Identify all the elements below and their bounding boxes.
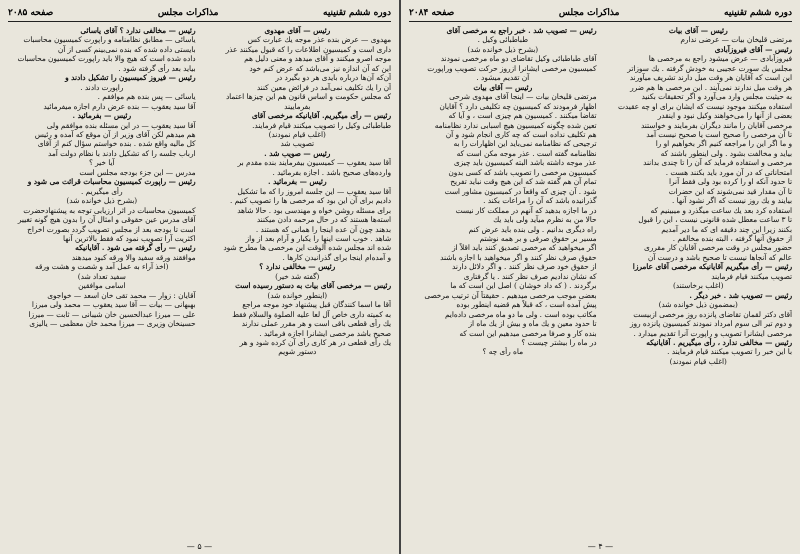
- header-page-number: صفحه ۲۰۸۵: [8, 8, 54, 18]
- text-line: در ما اجازه بدهید که آنهم در مملکت کار نیست: [455, 205, 597, 215]
- text-line: مرخصی ایشانرا تصویب و راپورت آنرا تقدیم میدارد .: [633, 328, 792, 338]
- text-line: اگر میخواهید که مرخصی تصدیق کنند باید اقلاً از: [452, 243, 597, 253]
- text-line: مرتضی قلیخان بیات — عرضی ندارم: [680, 35, 792, 45]
- text-line: به حیثیت مجلس وارد می‌آورد و اگر تحقیقات بکنید: [641, 92, 792, 102]
- text-line: از حقوق آنها گرفته ، البته بنده مخالفم .: [672, 233, 792, 243]
- text-line: بیایند و یك روز نیست که اگر نشود آنها .: [671, 196, 792, 206]
- text-line: فیروزآبادی — عرض میشود راجع به مرخصی ها: [648, 54, 792, 64]
- text-line: (اخذ آراء به عمل آمد و شصت و هشت ورقه: [34, 262, 169, 272]
- text-line: با این خبر را تصویب میکنند قیام فرمایند .: [667, 347, 792, 357]
- text-line: برای مسئله روشن خواه و مهندسی بود . حالا شاهد: [237, 205, 391, 215]
- text-line: تا ۳ ساعت معطل شده قانونی نیست ، این را قبول: [638, 215, 792, 225]
- text-line: تقاضا میکنند . کمیسیون هم چیزی است ، و آیا که: [448, 111, 597, 121]
- text-line: بعضی از آنها را می‌خواهند وکیل نبود و اینقدر: [657, 111, 792, 121]
- text-line: مرتضی قلیخان بیات — اینجا آقای مهدوی شرحی: [449, 92, 597, 102]
- text-line: راپورت دادند .: [80, 82, 124, 92]
- text-line: کمیسیون مرخصی را تصویب باشد که کسی بدون: [448, 167, 597, 177]
- text-line: رئیس — آقای بیات: [473, 82, 533, 92]
- text-line: عذر موجه داشته باشد البته کمیسیون باید چیزی: [453, 158, 597, 168]
- text-line: (اغلب قیام نمودند): [669, 356, 727, 366]
- text-line: شاهد . خوب است اینها را یکبار و آرام بعد از واز: [245, 233, 391, 243]
- text-columns: [409, 26, 792, 544]
- text-line: حضور مجلس در وقت مرخصی آقایان کار مقرری: [644, 243, 792, 253]
- text-line: یك رأی قطعی باقی است و هر مقرر عملی ندارند: [241, 319, 391, 329]
- text-line: سفید تعداد شد): [77, 271, 126, 281]
- text-line: مسیر بر حقوق صرفی و بر همه نوشتم: [479, 233, 597, 243]
- text-line: آقایان : زوار — محمد تقی خان اسعد — خواجوی: [47, 290, 196, 300]
- header-session: دوره ششم تقنینیه: [323, 8, 391, 18]
- text-line: استه‌ها هستند که در حال مرحمه دادن میکنند: [256, 215, 391, 225]
- text-line: هر وقت میل ندارند نمی‌آیند . این مرخصی ها هم ضرر: [630, 82, 792, 92]
- text-line: آقا سید یعقوب — بنده عرض دارم اجازه میفرمائید: [43, 101, 196, 111]
- text-line: تا حدود آنکه او را کرده بود ولی فقط آنرا: [668, 177, 792, 187]
- text-line: یاسائی — مطابق نظامنامه و راپورت کمیسیون محاسبات: [23, 35, 196, 45]
- text-line: راه دیگری بدانیم . ولی بنده باید عرض کنم: [468, 224, 597, 234]
- text-line: رئیس — بفرمائید .: [72, 111, 131, 121]
- text-line: رئیس — مخالفی ندارد ؟ آقای یاسائی: [80, 26, 196, 35]
- text-line: اسامی موافقین: [78, 281, 126, 291]
- text-line: دستور شویم: [278, 347, 317, 357]
- text-line: (بشرح ذیل خوانده شد): [467, 44, 539, 54]
- text-line: آن را یك تکلیف نمی‌آمد در فرائض معین کنند: [256, 82, 391, 92]
- text-line: استفاده کرد بعد یك ساعت میگذرد و میبینیم که: [650, 205, 792, 215]
- text-line: وارده‌های صحیح باشد . اجازه بفرمائید .: [272, 167, 391, 177]
- text-line: که مجلس حکومت و اساس قانون هم این چیزها اعتماد: [225, 92, 391, 102]
- text-line: یاسائی — پس بنده هم موافقم .: [97, 92, 196, 102]
- text-line: مکاتب بوده است . ولی ما دو ماه مرخصی داده‌ایم: [444, 309, 597, 319]
- text-line: داری است و کمیسیون اطلاعات را که قبول میکنند عذر: [225, 44, 391, 54]
- text-line: (اغلب برخاستند): [672, 281, 724, 291]
- text-columns: [8, 26, 391, 544]
- text-line: بعضی موجب مرخصی میدهیم . حقیقتاً آن ترتیب مرخصی: [424, 290, 597, 300]
- text-line: بیاید بعد رأی گرفته شود .: [118, 63, 196, 73]
- text-line: بفرماییند: [284, 101, 311, 111]
- text-line: به کمیته داری خاص آل لعا علیه الصلوة والسلام فقط: [232, 309, 391, 319]
- text-line: آقای مدرس عین حقوقی و امثال آن را بدون هیچ گونه تغییر: [17, 215, 196, 225]
- text-line: که نشان ندادیم صرف نظر کنند . یا گرفتاری: [463, 271, 597, 281]
- text-line: آقای دکتر لقمان تقاضای پانزده روز مرخصی ازبیست: [633, 309, 792, 319]
- text-line: مجلس یك سورت عجیبی به خودش گرفته . یك سوزاتر: [627, 63, 792, 73]
- text-line: تا آن مقدار قید نمی‌شوند که این حضرات: [668, 186, 792, 196]
- text-line: بایستی داده شده که بنده نمی‌بینم کسی از آن: [57, 44, 196, 54]
- text-line: حسینخان وزیری — میرزا محمد خان معظمی — یالیزی: [29, 319, 196, 329]
- text-line: آقا سید یعقوب — در این مسئله بنده موافقم ولی: [46, 120, 196, 130]
- text-line: آیا خیر ؟: [88, 158, 115, 168]
- text-line: است تا بودجه بعد از مجلس تصویب گردد بصورت اخراج: [27, 224, 196, 234]
- text-line: هم تکلیف نداده است که چه کاری انجام شود و آن: [445, 129, 597, 139]
- text-line: بدهند چون آن عده اینجا را همانی که هستند .: [255, 224, 391, 234]
- text-line: مدرس — این جزء بودجه مجلس است: [79, 167, 196, 177]
- text-line: ترجیحی که نظامنامه نمی‌باید این اظهارات را به: [453, 139, 597, 149]
- text-line: تا حدود معین و یك ماه و بیش از یك ماه از: [468, 319, 597, 329]
- text-line: تمام آن هم گفته شد که این هیچ وقت نباید تفریح: [450, 177, 597, 187]
- column-left: [8, 26, 196, 544]
- column-right: [204, 26, 392, 544]
- text-line: رئیس — آقای مهدوی: [264, 26, 331, 35]
- text-line: ارباب جلسه را که تشکیل دادند با نظام دولت آمد: [48, 148, 196, 158]
- text-line: شده اند مجلس شده آلوقت این مرخصی ها مطرح شود: [223, 243, 391, 253]
- text-line: بیاید و مخالفت بشود . ولی اینطور باشند که: [660, 148, 792, 158]
- text-line: از حقوق خود صرف نظر کنند . و اگر دلائل دارند: [452, 262, 597, 272]
- header-title: مذاکرات مجلس: [558, 8, 620, 18]
- text-line: موافقند ورقه سفید والا ورقه کبود میدهند: [71, 252, 196, 262]
- text-line: رئیس — راپورت کمیسیون محاسبات قرائت می شود و: [27, 177, 196, 187]
- text-line: رئیس — آقای فیروزآبادی: [714, 44, 792, 54]
- text-line: موجه اصرو میکنند و آقای میدهد و معنی دلیل هم: [244, 54, 391, 64]
- page-header: [8, 6, 391, 22]
- text-line: کمیسیون مرخصی ایشانرا ازروز حرکت تصویب وراپورت: [427, 63, 597, 73]
- column-left: [409, 26, 597, 544]
- text-line: رئیس — صویب شد .: [264, 148, 331, 158]
- text-line: رئیس — مخالفی ندارد ، رأی میگیریم . آقایانیکه: [646, 337, 792, 347]
- text-line: مرخصی و استفاده فرماید که آن را تا چندی بدانند: [643, 158, 792, 168]
- text-line: آن‌که آن‌ها درباره بایدی هر دو بگیرد در: [275, 73, 391, 83]
- text-line: (بمضمون ذیل خوانده شد): [658, 300, 738, 310]
- text-line: تا آن مرخصی را صحیح است یا صحیح نیست آمد: [646, 129, 792, 139]
- text-line: رئیس — آقای بیات: [668, 26, 728, 35]
- text-line: مرخصی آقایان را مانند دیگران بفرمایند و خواستند: [640, 120, 792, 130]
- text-line: برگردند . ( که داد خوشان ) اصل این است که ما: [450, 281, 597, 291]
- text-line: این است که آقایان هر وقت میل دارند تشریف میآورند: [629, 73, 792, 83]
- text-line: رئیس — مرخصی آقای بیات به دستور رسیده است: [235, 281, 391, 291]
- text-line: کل مالیه واقع شده . بنده خواستم سؤال کنم از آقای: [37, 139, 196, 149]
- text-line: رأی میگیریم .: [81, 186, 123, 196]
- text-line: طباطبائی وکیل .: [477, 35, 528, 45]
- text-line: رئیس — بفرمائید .: [268, 177, 327, 187]
- text-line: آقا ما اسما کنندگان قبل پیشنهاد خود موجه مراجع: [242, 300, 391, 310]
- header-page-number: صفحه ۲۰۸۴: [409, 8, 455, 18]
- text-line: داده شده است که هیچ والا باید راپورت کمیسیون محاسبات: [17, 54, 196, 64]
- text-line: رئیس — تصویب شد . خبر راجع به مرخصی آقای: [446, 26, 597, 35]
- text-line: اکثریت آرا تصویب نمود که فقط بالاترین آنها: [62, 233, 196, 243]
- text-line: آقا سید یعقوب — کمیسیون بیفرمایند بنده مقدم بر: [237, 158, 391, 168]
- header-title: مذاکرات مجلس: [157, 8, 219, 18]
- text-line: ماه رأی چه ؟: [482, 347, 523, 357]
- page-folio: — ۴ —: [587, 542, 614, 551]
- text-line: حالا من به نظرم میآید ولی باید یك: [493, 215, 597, 225]
- text-line: (اغلب قیام نمودند): [268, 129, 326, 139]
- text-line: بهبهانی — بیات — آقا سید یعقوب — محمد ولی میرزا: [31, 300, 196, 310]
- text-line: رئیس — رأی میگیریم آقایانیکه مرخصی آقای عامرزا: [632, 262, 792, 272]
- text-line: تعین شده چگونه کمیسیون هیچ اسبابی ندارد نظامنامه: [434, 120, 597, 130]
- text-line: (بشرح ذیل خوانده شد): [66, 196, 138, 206]
- text-line: عالم که آنجاها نیست تا صحیح باشد و درست آن: [647, 252, 792, 262]
- text-line: و ما اگر این را مراجعه کنیم اگر بخواهیم او را: [655, 139, 792, 149]
- text-line: دادیم برای آن این بود که مرخصی ها را تصویب کنیم .: [229, 196, 391, 206]
- text-line: آن تقدیم میشود .: [476, 73, 530, 83]
- text-line: رئیس — رأی گرفته می شود . آقایانیکه: [75, 243, 196, 253]
- text-line: رئیس — تصویب شد . خبر دیگر .: [689, 290, 792, 300]
- text-line: شود . آن چیزی که واقعاً در کمیسیون مشاور است: [444, 186, 597, 196]
- text-line: حقوق صرف نظر کنند و اگر میخواهید با اجازه باشند: [440, 252, 597, 262]
- text-line: بکنند زیرا این چند دقیقه ای که ما دیر آمدیم: [661, 224, 792, 234]
- text-line: و دوم تیر الی سوم امرداد نمودند کمیسیون پانزده روز: [630, 319, 792, 329]
- text-line: کمیسیون محاسبات در اثر ارزیابی توجه به پیشنهادحضرت: [23, 205, 196, 215]
- text-line: تصویب شد: [280, 139, 315, 149]
- column-right: [605, 26, 793, 544]
- page-folio: — ۵ —: [186, 542, 213, 551]
- page-header: [409, 6, 792, 22]
- header-session: دوره ششم تقنینیه: [724, 8, 792, 18]
- text-line: و آمده‌ام اینجا برای گذرانیدن کارها .: [282, 252, 391, 262]
- text-line: این که آن اندازه نیز می‌باشد که عرض کنم خود: [249, 63, 391, 73]
- text-line: هم میدهم لکن آقای وزیر از آن موقع که آمده و رئیس: [34, 129, 196, 139]
- text-line: (گفته شد خیر): [275, 271, 320, 281]
- text-line: (اینطور خوانده شد): [267, 290, 328, 300]
- text-line: استفاده میکنند موجود نیست که ایشان برای او چه عقیدت: [618, 101, 792, 111]
- text-line: رئیس — مخالفی ندارد ؟: [259, 262, 336, 272]
- text-line: گذرانیده باشد که آن را مراعات بکند .: [483, 196, 597, 206]
- text-line: صحیح باشد مرخصی ایشانرا اجازه فرمائید .: [259, 328, 391, 338]
- text-line: علی — میرزا عبدالحسین خان شیبانی — ثابت — میرزا: [28, 309, 196, 319]
- text-line: بنده کار و صرفا مرخصی میدهیم این است که: [459, 328, 597, 338]
- text-line: یك رأی قطعی در هر کاری رأی آن کرده شود و هر: [239, 337, 391, 347]
- text-line: رئیس — رأی میگیریم. آقایانیکه مرخصی آقای: [251, 111, 391, 121]
- text-line: اظهار فرمودند که کمیسیون چه تکلیفی دارد ؟ آقایان: [439, 101, 597, 111]
- text-line: در ماه را بیشتر چیست ؟: [521, 337, 597, 347]
- text-line: رئیس — فیروز کمیسیون را تشکیل دادند و: [65, 73, 196, 83]
- text-line: نظامنامه گفته است . عذر موجه مکن است که: [456, 148, 597, 158]
- text-line: آقا سید یعقوب — این جلسه امروز را که ما تشکیل: [237, 186, 391, 196]
- text-line: طباطبائی وکیل را تصویب میکنند قیام فرمایند.: [252, 120, 391, 130]
- text-line: پیش آمده است ، که قبلاً هم قضیه اینطور بوده: [456, 300, 597, 310]
- page-2084: [400, 0, 800, 554]
- text-line: تصویب میکنند قیام فرمایند: [711, 271, 792, 281]
- text-line: امتحاناتی که در آن مورد باید بکنند هست .: [665, 167, 792, 177]
- text-line: آقای طباطبائی وکیل تقاضای دو ماه مرخصی نمودند: [440, 54, 597, 64]
- text-line: مهدوی — عرض بنده عذر موجه یك عبارت کس: [247, 35, 391, 45]
